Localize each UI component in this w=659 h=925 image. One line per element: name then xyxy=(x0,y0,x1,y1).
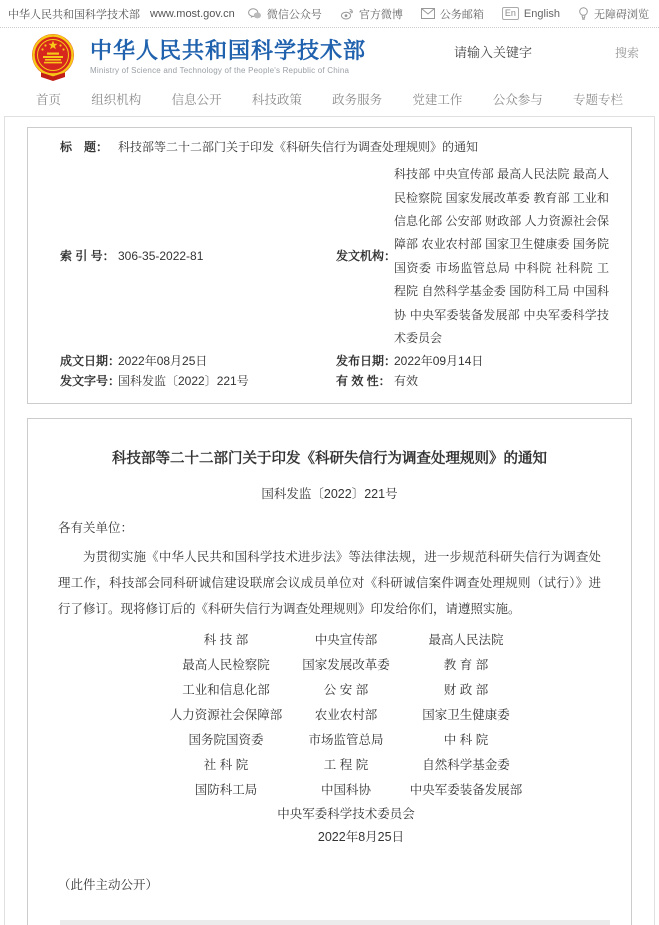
meta-row-title xyxy=(60,138,609,157)
document-paragraph: 为贯彻实施《中华人民共和国科学技术进步法》等法律法规，进一步规范科研失信行为调查处理工作，科技部会同科研诚信建设联席会议成员单位对《科研诚信案件调查处理规则（试行）》进行了修订。现将修订后的《科研失信行为调查处理规则》印发给你们，请遵照实施。 xyxy=(58,549,601,616)
document-meta-box xyxy=(27,127,632,404)
bottom-divider-bar xyxy=(60,920,610,925)
topbar-link-mail[interactable] xyxy=(421,6,484,22)
en-icon: En xyxy=(502,7,519,20)
meta-publish-date-value: 2022年09月14日 xyxy=(394,354,484,369)
main-nav xyxy=(0,85,659,113)
signer-last: 中央军委科学技术委员会 xyxy=(277,806,415,821)
meta-index-label: 索 引 号： xyxy=(60,249,115,264)
meta-written-date-value: 2022年08月25日 xyxy=(118,354,208,369)
nav-item-home[interactable]: 首页 xyxy=(36,93,62,107)
document-number: 国科发监〔2022〕221号 xyxy=(261,486,398,501)
site-url-link[interactable]: www.most.gov.cn xyxy=(150,7,235,20)
topbar-link-label: 无障碍浏览 xyxy=(594,8,649,21)
document-title: 科技部等二十二部门关于印发《科研失信行为调查处理规则》的通知 xyxy=(112,450,547,467)
search-input[interactable] xyxy=(454,45,574,60)
org-names xyxy=(90,38,366,75)
meta-docno-label: 发文字号： xyxy=(60,373,121,388)
topbar-link-weibo[interactable] xyxy=(340,6,403,22)
search-box xyxy=(454,44,639,61)
search-button[interactable]: 搜索 xyxy=(614,46,639,60)
weibo-icon xyxy=(340,8,354,20)
meta-row-index-issuer xyxy=(60,163,609,350)
site-header xyxy=(0,28,659,85)
topbar-link-label: English xyxy=(523,7,560,20)
signer: 公 安 部 xyxy=(323,682,369,697)
nav-item-sci-tech-policy[interactable]: 科技政策 xyxy=(251,93,302,107)
top-utility-bar xyxy=(0,0,659,28)
signer: 中央宣传部 xyxy=(314,632,378,647)
signer: 市场监管总局 xyxy=(308,732,384,747)
meta-title-label: 标 题： xyxy=(60,140,109,154)
nav-item-organization[interactable]: 组织机构 xyxy=(91,93,142,107)
signer-list xyxy=(166,628,526,849)
document-body-box xyxy=(27,418,632,925)
content-wrapper xyxy=(4,116,655,925)
meta-issuer-value: 科技部 中央宣传部 最高人民法院 最高人民检察院 国家发展改革委 教育部 工业和信息化部 公安部 财政部 人力资源社会保障部 农业农村部 国家卫生健康委 国务院国资委 市场监管总局 中科院 社科院 工程院 自然科学基金委 国防科工局 中国科协 中央军委装备发展部 中央军委科学技术委员会 xyxy=(394,167,609,345)
signer: 财 政 部 xyxy=(443,682,489,697)
meta-issuer-label: 发文机构： xyxy=(336,249,397,264)
document-salutation: 各有关单位： xyxy=(58,520,134,535)
signer: 人力资源社会保障部 xyxy=(169,707,283,722)
signer: 国防科工局 xyxy=(194,782,258,797)
national-emblem-logo[interactable] xyxy=(28,32,78,82)
signer: 教 育 部 xyxy=(443,657,489,672)
signer: 国家卫生健康委 xyxy=(422,707,510,722)
signer: 国家发展改革委 xyxy=(302,657,390,672)
signer: 科 技 部 xyxy=(203,632,249,647)
accessibility-icon xyxy=(578,7,589,20)
site-name: 中华人民共和国科学技术部 xyxy=(8,8,140,21)
signer: 工 程 院 xyxy=(323,757,369,772)
meta-index-value: 306-35-2022-81 xyxy=(118,249,204,264)
nav-item-special-topics[interactable]: 专题专栏 xyxy=(572,93,623,107)
signer: 工业和信息化部 xyxy=(182,682,270,697)
wechat-icon xyxy=(248,8,262,20)
meta-title-value: 科技部等二十二部门关于印发《科研失信行为调查处理规则》的通知 xyxy=(118,140,479,154)
signer: 中央军委装备发展部 xyxy=(409,782,523,797)
topbar-link-label: 官方微博 xyxy=(358,8,403,21)
topbar-link-label: 微信公众号 xyxy=(266,8,322,21)
signer: 农业农村部 xyxy=(314,707,378,722)
meta-written-date-label: 成文日期： xyxy=(60,354,121,369)
signer: 国务院国资委 xyxy=(188,732,264,747)
org-name-en: Ministry of Science and Technology of the People's Republic of China xyxy=(90,66,350,75)
topbar-link-english[interactable] xyxy=(502,7,560,20)
meta-validity-value: 有效 xyxy=(394,373,419,388)
meta-row-dates xyxy=(60,352,609,371)
signer: 最高人民检察院 xyxy=(182,657,270,672)
signer: 中 科 院 xyxy=(443,732,489,747)
mail-icon xyxy=(421,8,435,19)
nav-item-public-participation[interactable]: 公众参与 xyxy=(492,93,543,107)
topbar-link-label: 公务邮箱 xyxy=(439,8,484,21)
disclosure-note: （此件主动公开） xyxy=(58,877,159,892)
meta-validity-label: 有 效 性： xyxy=(336,373,391,388)
nav-item-info-disclosure[interactable]: 信息公开 xyxy=(171,93,222,107)
meta-row-docno-validity xyxy=(60,372,609,391)
nav-item-party-building[interactable]: 党建工作 xyxy=(412,93,463,107)
topbar-link-accessibility[interactable] xyxy=(578,6,649,22)
meta-publish-date-label: 发布日期： xyxy=(336,354,397,369)
org-name-cn: 中华人民共和国科学技术部 xyxy=(90,38,367,63)
signer: 自然科学基金委 xyxy=(422,757,510,772)
topbar-link-wechat[interactable] xyxy=(248,6,322,22)
signer: 最高人民法院 xyxy=(428,632,504,647)
signer: 社 科 院 xyxy=(203,757,249,772)
nav-item-gov-services[interactable]: 政务服务 xyxy=(332,93,383,107)
sign-date: 2022年8月25日 xyxy=(317,829,405,844)
signer: 中国科协 xyxy=(320,782,371,797)
meta-docno-value: 国科发监〔2022〕221号 xyxy=(118,373,249,388)
